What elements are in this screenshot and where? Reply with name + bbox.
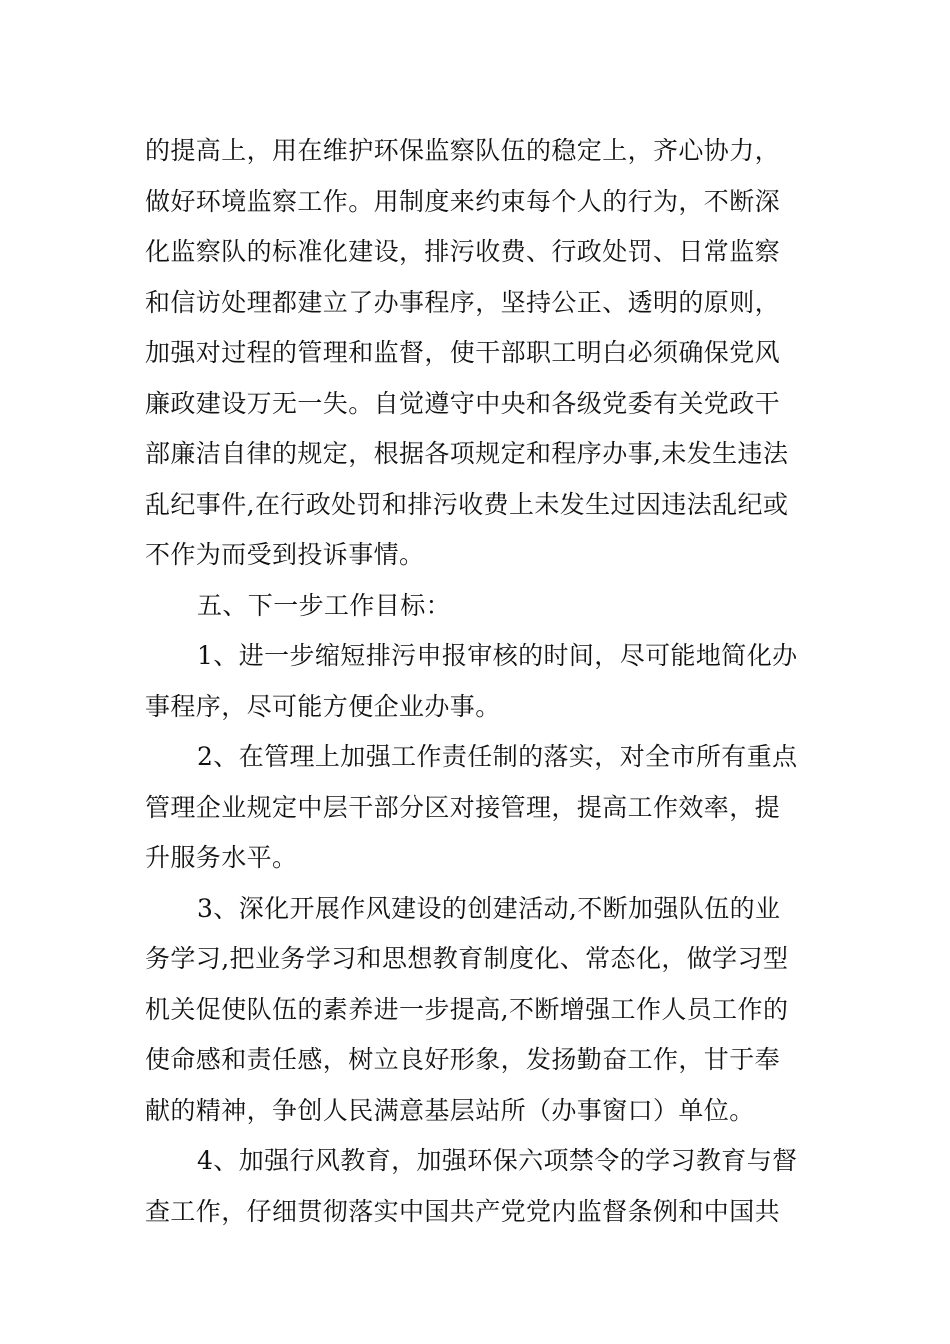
list-item-2-text: 2、在管理上加强工作责任制的落实，对全市所有重点: [197, 742, 798, 771]
list-item-1-text: 1、进一步缩短排污申报审核的时间，尽可能地简化办: [197, 641, 798, 670]
list-item-3-continuation: 机关促使队伍的素养进一步提高,不断增强工作人员工作的: [145, 994, 789, 1024]
list-item-3-continuation: 献的精神，争创人民满意基层站所（办事窗口）单位。: [145, 1095, 755, 1125]
list-item-4-continuation: 查工作，仔细贯彻落实中国共产党党内监督条例和中国共: [145, 1196, 781, 1226]
body-text-line: 化监察队的标准化建设，排污收费、行政处罚、日常监察: [145, 237, 781, 266]
document-body: [145, 126, 810, 1237]
list-item-2-continuation: 升服务水平。: [145, 843, 298, 872]
list-item-3-continuation: 务学习,把业务学习和思想教育制度化、常态化，做学习型: [145, 944, 789, 973]
body-text-line: 不作为而受到投诉事情。: [145, 540, 425, 569]
body-text-line: 做好环境监察工作。用制度来约束每个人的行为，不断深: [145, 186, 781, 216]
list-item-2-continuation: 管理企业规定中层干部分区对接管理，提高工作效率，提: [145, 792, 781, 822]
section-heading: 五、下一步工作目标：: [197, 590, 452, 620]
list-item-3-text: 3、深化开展作风建设的创建活动,不断加强队伍的业: [197, 893, 781, 923]
body-text-line: 和信访处理都建立了办事程序，坚持公正、透明的原则，: [145, 287, 781, 317]
body-text-line: 乱纪事件,在行政处罚和排污收费上未发生过因违法乱纪或: [145, 489, 789, 519]
body-text-line: 部廉洁自律的规定，根据各项规定和程序办事,未发生违法: [145, 439, 789, 468]
list-item-4-text: 4、加强行风教育，加强环保六项禁令的学习教育与督: [197, 1146, 798, 1175]
body-text-line: 加强对过程的管理和监督，使干部职工明白必须确保党风: [145, 338, 781, 367]
list-item-3-continuation: 使命感和责任感，树立良好形象，发扬勤奋工作，甘于奉: [145, 1045, 781, 1074]
body-text-line: 廉政建设万无一失。自觉遵守中央和各级党委有关党政干: [145, 388, 781, 418]
body-text-line: 的提高上，用在维护环保监察队伍的稳定上，齐心协力，: [145, 136, 781, 165]
list-item-1-continuation: 事程序，尽可能方便企业办事。: [145, 691, 501, 721]
